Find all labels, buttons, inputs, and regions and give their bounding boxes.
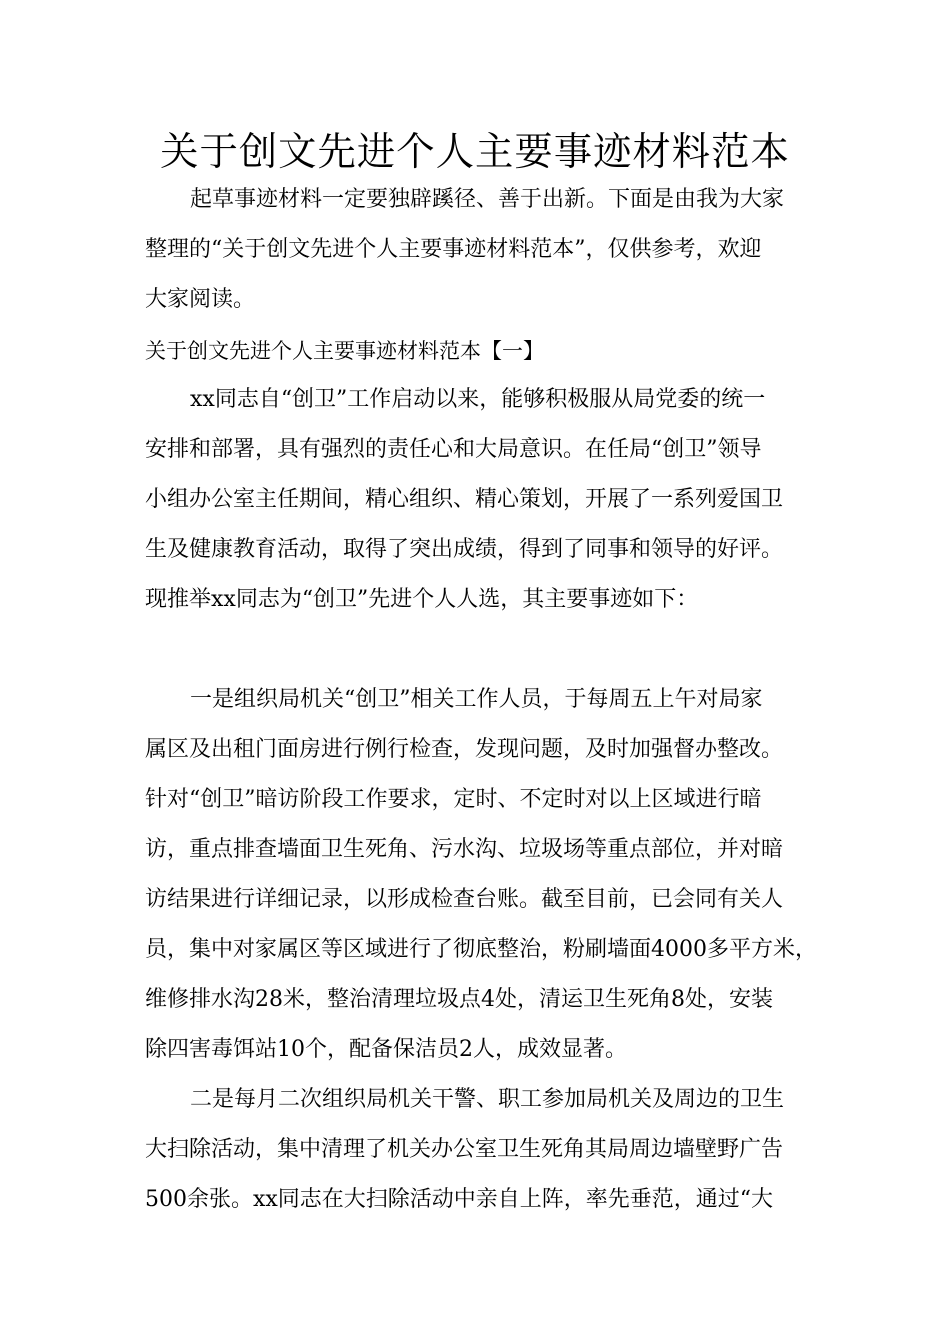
paragraph-line: 属区及出租门面房进行例行检查，发现问题，及时加强督办整改。 (145, 737, 784, 762)
paragraph-line: 生及健康教育活动，取得了突出成绩，得到了同事和领导的好评。 (145, 537, 784, 562)
paragraph-line: 针对“创卫”暗访阶段工作要求，定时、不定时对以上区域进行暗 (145, 787, 762, 812)
paragraph-line: 一是组织局机关“创卫”相关工作人员，于每周五上午对局家 (190, 687, 763, 712)
paragraph-line: 维修排水沟28米，整治清理垃圾点4处，清运卫生死角8处，安装 (145, 987, 773, 1012)
paragraph-line: 整理的“关于创文先进个人主要事迹材料范本”，仅供参考，欢迎 (145, 237, 762, 262)
paragraph-line: 员，集中对家属区等区域进行了彻底整治，粉刷墙面4000多平方米， (145, 937, 817, 962)
paragraph-line: 访结果进行详细记录，以形成检查台账。截至目前，已会同有关人 (145, 887, 784, 912)
paragraph-line: 起草事迹材料一定要独辟蹊径、善于出新。下面是由我为大家 (190, 187, 785, 212)
paragraph-line: 现推举xx同志为“创卫”先进个人人选，其主要事迹如下： (145, 587, 699, 612)
paragraph-line: 除四害毒饵站10个，配备保洁员2人，成效显著。 (145, 1037, 627, 1062)
paragraph-line: 大扫除活动，集中清理了机关办公室卫生死角其局周边墙壁野广告 (145, 1137, 784, 1162)
section-heading: 关于创文先进个人主要事迹材料范本【一】 (145, 339, 544, 363)
paragraph-line: 访，重点排查墙面卫生死角、污水沟、垃圾场等重点部位，并对暗 (145, 837, 784, 862)
paragraph-line: 安排和部署，具有强烈的责任心和大局意识。在任局“创卫”领导 (145, 437, 762, 462)
paragraph-line: 大家阅读。 (145, 287, 256, 312)
paragraph-line: 500余张。xx同志在大扫除活动中亲自上阵，率先垂范，通过“大 (145, 1187, 774, 1212)
paragraph-line: xx同志自“创卫”工作启动以来，能够积极服从局党委的统一 (190, 387, 766, 412)
document-title: 关于创文先进个人主要事迹材料范本 (160, 130, 790, 175)
paragraph-line: 小组办公室主任期间，精心组织、精心策划，开展了一系列爱国卫 (145, 487, 784, 512)
paragraph-line: 二是每月二次组织局机关干警、职工参加局机关及周边的卫生 (190, 1087, 785, 1112)
